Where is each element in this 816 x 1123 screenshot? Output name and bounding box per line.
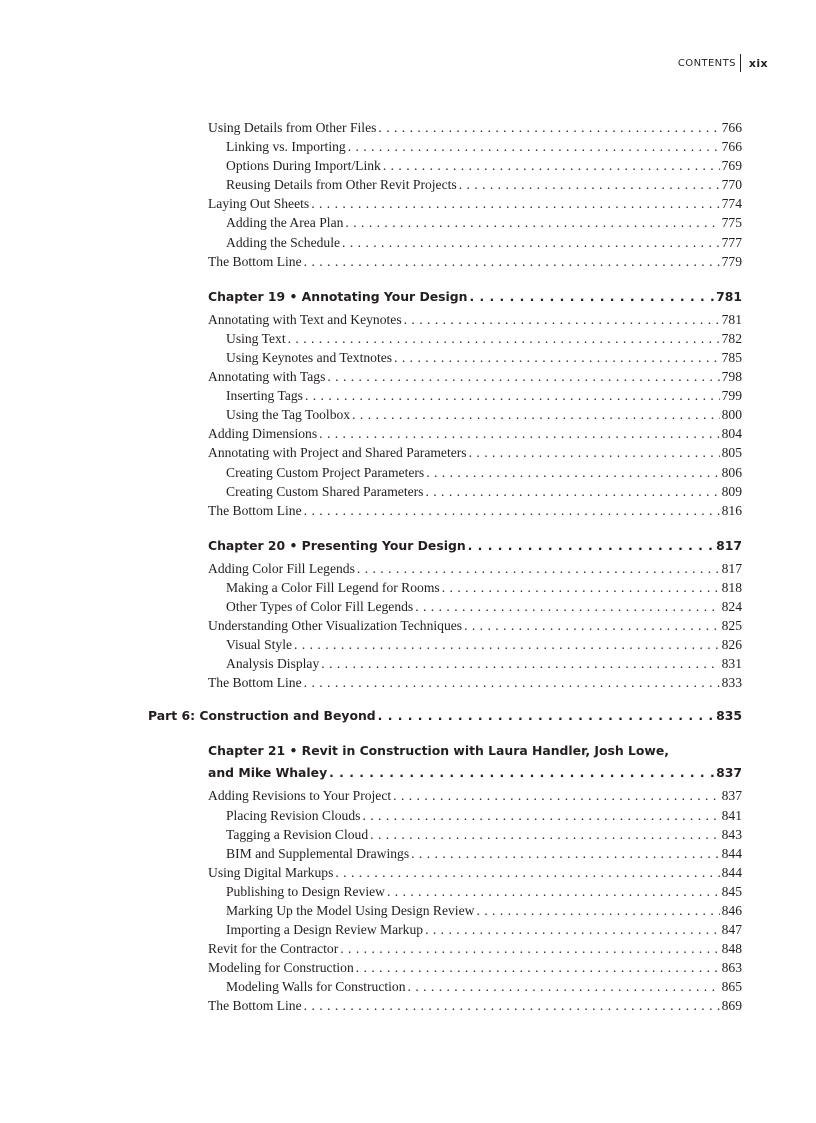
chapter-page: 837	[716, 765, 742, 781]
toc-subentry[interactable]	[0, 405, 816, 424]
running-head-divider	[740, 54, 741, 72]
dot-leader	[311, 194, 719, 213]
entry-title: Modeling for Construction	[208, 960, 354, 976]
entry-title: Understanding Other Visualization Techniques	[208, 618, 463, 634]
entry-page: 841	[721, 807, 742, 823]
entry-title: Creating Custom Project Parameters	[226, 464, 425, 480]
toc-group-chapter-18-continued	[0, 118, 816, 271]
toc-entry[interactable]	[0, 501, 816, 520]
entry-page: 816	[721, 502, 742, 518]
entry-title: Making a Color Fill Legend for Rooms	[226, 579, 440, 595]
dot-leader	[415, 597, 719, 616]
entry-title: Other Types of Color Fill Legends	[226, 598, 414, 614]
toc-entry[interactable]	[0, 310, 816, 329]
entry-title: Importing a Design Review Markup	[226, 922, 424, 938]
toc-subentry[interactable]	[0, 635, 816, 654]
dot-leader	[294, 635, 720, 654]
entry-page: 770	[721, 177, 742, 193]
entry-title: The Bottom Line	[208, 502, 302, 518]
dot-leader	[469, 443, 720, 462]
entry-page: 848	[721, 941, 742, 957]
entry-title: Laying Out Sheets	[208, 196, 310, 212]
dot-leader	[345, 213, 719, 232]
entry-page: 804	[721, 426, 742, 442]
entry-title: Analysis Display	[226, 656, 320, 672]
chapter-title: Chapter 19 • Annotating Your Design	[208, 288, 468, 304]
dot-leader	[411, 844, 719, 863]
toc-subentry[interactable]	[0, 882, 816, 901]
entry-title: Placing Revision Clouds	[226, 807, 361, 823]
entry-title: Adding Dimensions	[208, 426, 318, 442]
dot-leader	[378, 118, 719, 137]
dot-leader	[468, 535, 714, 557]
toc-entry[interactable]	[0, 559, 816, 578]
entry-title: Reusing Details from Other Revit Projects	[226, 177, 457, 193]
entry-page: 766	[721, 139, 742, 155]
entry-page: 766	[721, 120, 742, 135]
table-of-contents	[0, 118, 816, 1016]
entry-title: Adding Color Fill Legends	[208, 560, 355, 576]
entry-title: Using Digital Markups	[208, 864, 334, 880]
entry-page: 817	[721, 560, 742, 576]
dot-leader	[459, 175, 720, 194]
chapter-page: 781	[716, 288, 742, 304]
entry-title: Using Details from Other Files	[208, 120, 377, 135]
chapter-20-heading[interactable]	[0, 535, 816, 557]
dot-leader	[362, 806, 719, 825]
dot-leader	[342, 233, 720, 252]
entry-title: Adding Revisions to Your Project	[208, 788, 392, 804]
entry-title: Using Text	[226, 330, 286, 346]
toc-subentry[interactable]	[0, 175, 816, 194]
dot-leader	[383, 156, 720, 175]
toc-entry[interactable]	[0, 863, 816, 882]
toc-entry[interactable]	[0, 443, 816, 462]
toc-subentry[interactable]	[0, 578, 816, 597]
dot-leader	[288, 329, 720, 348]
part-title: Part 6: Construction and Beyond	[148, 708, 376, 724]
toc-subentry[interactable]	[0, 156, 816, 175]
entry-title: BIM and Supplemental Drawings	[226, 845, 410, 861]
dot-leader	[352, 405, 720, 424]
dot-leader	[327, 367, 719, 386]
entry-title: Annotating with Text and Keynotes	[208, 311, 402, 327]
entry-page: 782	[721, 330, 742, 346]
entry-title: Marking Up the Model Using Design Review	[226, 903, 475, 918]
entry-page: 833	[721, 675, 742, 691]
entry-title: Options During Import/Link	[226, 158, 381, 174]
entry-title: Tagging a Revision Cloud	[226, 826, 369, 842]
toc-subentry[interactable]	[0, 920, 816, 939]
entry-title: Annotating with Project and Shared Parameters	[208, 445, 467, 461]
dot-leader	[393, 786, 719, 805]
dot-leader	[329, 762, 714, 784]
dot-leader	[469, 286, 714, 308]
entry-title: Visual Style	[226, 637, 293, 653]
dot-leader	[304, 673, 720, 692]
entry-page: 809	[721, 483, 742, 499]
dot-leader	[340, 939, 719, 958]
entry-page: 781	[721, 311, 742, 327]
entry-title: Publishing to Design Review	[226, 883, 385, 899]
toc-subentry[interactable]	[0, 233, 816, 252]
entry-page: 845	[721, 883, 742, 899]
entry-title: Inserting Tags	[226, 388, 303, 404]
toc-subentry[interactable]	[0, 825, 816, 844]
dot-leader	[321, 654, 719, 673]
entry-title: Modeling Walls for Construction	[226, 979, 406, 995]
entry-page: 798	[721, 369, 742, 385]
entry-title: Annotating with Tags	[208, 369, 326, 385]
entry-page: 863	[721, 960, 742, 976]
entry-page: 865	[721, 979, 742, 995]
toc-subentry[interactable]	[0, 844, 816, 863]
dot-leader	[305, 386, 720, 405]
entry-title: Revit for the Contractor	[208, 941, 339, 957]
dot-leader	[425, 482, 719, 501]
dot-leader	[464, 616, 720, 635]
dot-leader	[356, 958, 720, 977]
chapter-title-line-1: Chapter 21 • Revit in Construction with Laura Handler, Josh Lowe,	[208, 743, 669, 759]
part-page: 835	[716, 708, 742, 724]
entry-page: 806	[721, 464, 742, 480]
entry-page: 844	[721, 864, 742, 880]
toc-subentry[interactable]	[0, 901, 816, 920]
dot-leader	[357, 559, 720, 578]
entry-page: 775	[721, 215, 742, 231]
toc-group-chapter-19	[0, 310, 816, 520]
toc-entry[interactable]	[0, 958, 816, 977]
dot-leader	[304, 996, 720, 1015]
dot-leader	[404, 310, 720, 329]
entry-page: 805	[721, 445, 742, 461]
chapter-title: Chapter 20 • Presenting Your Design	[208, 537, 466, 553]
entry-page: 837	[721, 788, 742, 804]
entry-title: Adding the Schedule	[226, 234, 341, 250]
entry-title: Using Keynotes and Textnotes	[226, 349, 393, 365]
entry-page: 785	[721, 349, 742, 365]
entry-title: The Bottom Line	[208, 253, 302, 269]
entry-title: The Bottom Line	[208, 675, 302, 691]
dot-leader	[394, 348, 720, 367]
toc-subentry[interactable]	[0, 329, 816, 348]
entry-page: 799	[721, 388, 742, 404]
entry-page: 825	[721, 618, 742, 634]
dot-leader	[476, 901, 719, 920]
toc-subentry[interactable]	[0, 463, 816, 482]
toc-entry[interactable]	[0, 424, 816, 443]
toc-subentry[interactable]	[0, 137, 816, 156]
toc-group-chapter-20	[0, 559, 816, 693]
dot-leader	[348, 137, 720, 156]
entry-page: 846	[721, 903, 742, 918]
chapter-19-heading[interactable]	[0, 286, 816, 308]
entry-page: 844	[721, 845, 742, 861]
entry-page: 769	[721, 158, 742, 174]
running-head-page-number: xix	[748, 56, 768, 70]
dot-leader	[304, 501, 720, 520]
toc-entry[interactable]	[0, 118, 816, 137]
toc-entry[interactable]	[0, 194, 816, 213]
toc-entry[interactable]	[0, 252, 816, 271]
running-head	[678, 54, 768, 72]
toc-subentry[interactable]	[0, 654, 816, 673]
toc-entry[interactable]	[0, 786, 816, 805]
dot-leader	[387, 882, 720, 901]
toc-subentry[interactable]	[0, 806, 816, 825]
running-head-section: CONTENTS	[677, 57, 736, 69]
entry-page: 824	[721, 598, 742, 614]
toc-subentry[interactable]	[0, 213, 816, 232]
entry-title: Linking vs. Importing	[226, 139, 346, 155]
toc-subentry[interactable]	[0, 482, 816, 501]
dot-leader	[408, 977, 720, 996]
toc-group-chapter-21	[0, 786, 816, 1015]
entry-title: Creating Custom Shared Parameters	[226, 483, 424, 499]
part-6-heading[interactable]	[0, 705, 816, 727]
dot-leader	[426, 463, 719, 482]
toc-entry[interactable]	[0, 367, 816, 386]
entry-page: 818	[721, 579, 742, 595]
toc-subentry[interactable]	[0, 977, 816, 996]
toc-entry[interactable]	[0, 616, 816, 635]
entry-page: 777	[721, 234, 742, 250]
chapter-21-heading[interactable]	[0, 740, 816, 784]
toc-entry[interactable]	[0, 996, 816, 1015]
entry-page: 869	[721, 998, 742, 1014]
dot-leader	[425, 920, 720, 939]
dot-leader	[378, 705, 714, 727]
entry-page: 774	[721, 196, 742, 212]
entry-page: 826	[721, 637, 742, 653]
chapter-page: 817	[716, 537, 742, 553]
toc-subentry[interactable]	[0, 348, 816, 367]
dot-leader	[319, 424, 719, 443]
entry-page: 800	[721, 407, 742, 423]
entry-page: 847	[721, 922, 742, 938]
dot-leader	[335, 863, 719, 882]
entry-title: Using the Tag Toolbox	[226, 407, 351, 423]
toc-subentry[interactable]	[0, 597, 816, 616]
dot-leader	[304, 252, 720, 271]
dot-leader	[370, 825, 719, 844]
toc-entry[interactable]	[0, 939, 816, 958]
chapter-title-line-2: and Mike Whaley	[208, 765, 328, 781]
entry-page: 779	[721, 253, 742, 269]
entry-title: Adding the Area Plan	[226, 215, 344, 231]
toc-entry[interactable]	[0, 673, 816, 692]
entry-page: 831	[721, 656, 742, 672]
dot-leader	[442, 578, 720, 597]
entry-page: 843	[721, 826, 742, 842]
entry-title: The Bottom Line	[208, 998, 302, 1014]
toc-subentry[interactable]	[0, 386, 816, 405]
